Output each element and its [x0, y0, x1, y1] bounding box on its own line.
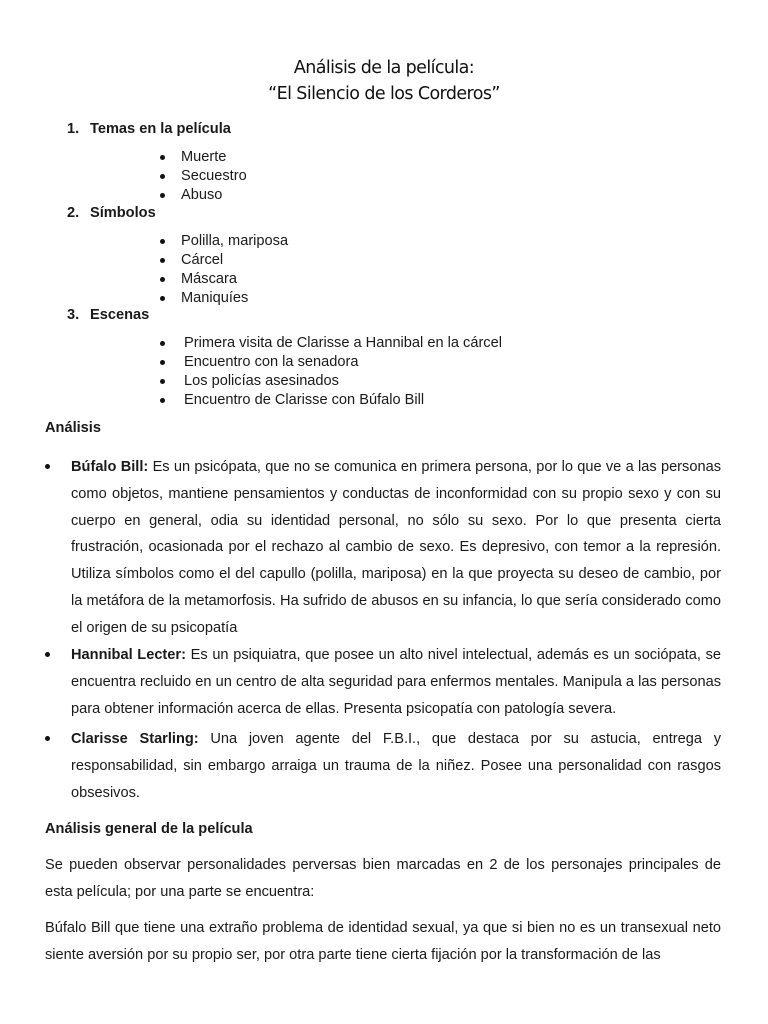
bullet-dot [45, 652, 50, 657]
bullet-dot [45, 736, 50, 741]
character-text: Es un psicópata, que no se comunica en primera persona, por lo que ve a las personas como objetos, mantiene pensamientos y conductas de inconformidad con su propio sexo y con su cuerpo en general, odia su identidad personal, no sólo su sexo. Por lo que presenta cierta frustración, ocasionada por el rechazo al cambio de sexo. Es depresivo, con temor a la represión. Utiliza símbolos como el del capullo (polilla, mariposa) en la que proyecta su deseo de cambio, por la metáfora de la metamorfosis. Ha sufrido de abusos en su infancia, lo que sería considerado como el origen de su psicopatía [71, 459, 721, 636]
list-item: Cárcel [160, 251, 288, 270]
character-clarisse-starling [45, 726, 721, 806]
section-label: Símbolos [90, 205, 156, 221]
list-item: Abuso [160, 186, 247, 205]
character-name: Clarisse Starling: [71, 731, 199, 747]
list-item: Máscara [160, 270, 288, 289]
title-line-1: Análisis de la película: [293, 58, 475, 78]
general-analysis-heading: Análisis general de la película [45, 821, 253, 837]
section-label: Temas en la película [90, 121, 231, 137]
section-heading-escenas [67, 307, 149, 323]
section-number: 2. [67, 205, 80, 221]
character-name: Hannibal Lecter: [71, 647, 186, 663]
list-item: Encuentro con la senadora [160, 353, 502, 372]
title-line-2: “El Silencio de los Corderos” [268, 84, 500, 104]
list-item: Primera visita de Clarisse a Hannibal en la cárcel [160, 334, 502, 353]
document-title [0, 55, 768, 107]
character-bufalo-bill [45, 454, 721, 642]
list-item: Polilla, mariposa [160, 232, 288, 251]
section-heading-temas [67, 121, 231, 137]
list-item: Secuestro [160, 167, 247, 186]
character-description [71, 454, 721, 642]
character-description [71, 726, 721, 806]
general-paragraph-1: Se pueden observar personalidades perversas bien marcadas en 2 de los personajes principales de esta película; por una parte se encuentra: [45, 857, 721, 900]
section-number: 3. [67, 307, 80, 323]
section-heading-simbolos [67, 205, 156, 221]
list-item: Maniquíes [160, 289, 288, 308]
escenas-list [160, 334, 502, 410]
character-description [71, 642, 721, 722]
analysis-heading: Análisis [45, 420, 101, 436]
list-item: Los policías asesinados [160, 372, 502, 391]
section-label: Escenas [90, 307, 150, 323]
character-hannibal-lecter [45, 642, 721, 722]
character-name: Búfalo Bill: [71, 459, 149, 475]
list-item: Encuentro de Clarisse con Búfalo Bill [160, 391, 502, 410]
temas-list [160, 148, 247, 205]
simbolos-list [160, 232, 288, 308]
bullet-dot [45, 464, 50, 469]
character-text: Una joven agente del F.B.I., que destaca por su astucia, entrega y responsabilidad, sin embargo arraiga un trauma de la niñez. Posee una personalidad con rasgos obsesivos. [71, 731, 721, 801]
list-item: Muerte [160, 148, 247, 167]
general-paragraph-2: Búfalo Bill que tiene una extraño problema de identidad sexual, ya que si bien no es un transexual neto siente aversión por su propio ser, por otra parte tiene cierta fijación por la transformación de las [45, 920, 721, 963]
section-number: 1. [67, 121, 80, 137]
character-text: Es un psiquiatra, que posee un alto nivel intelectual, además es un sociópata, se encuentra recluido en un centro de alta seguridad para enfermos mentales. Manipula a las personas para obtener información acerca de ellas. Presenta psicopatía con patología severa. [71, 647, 722, 717]
